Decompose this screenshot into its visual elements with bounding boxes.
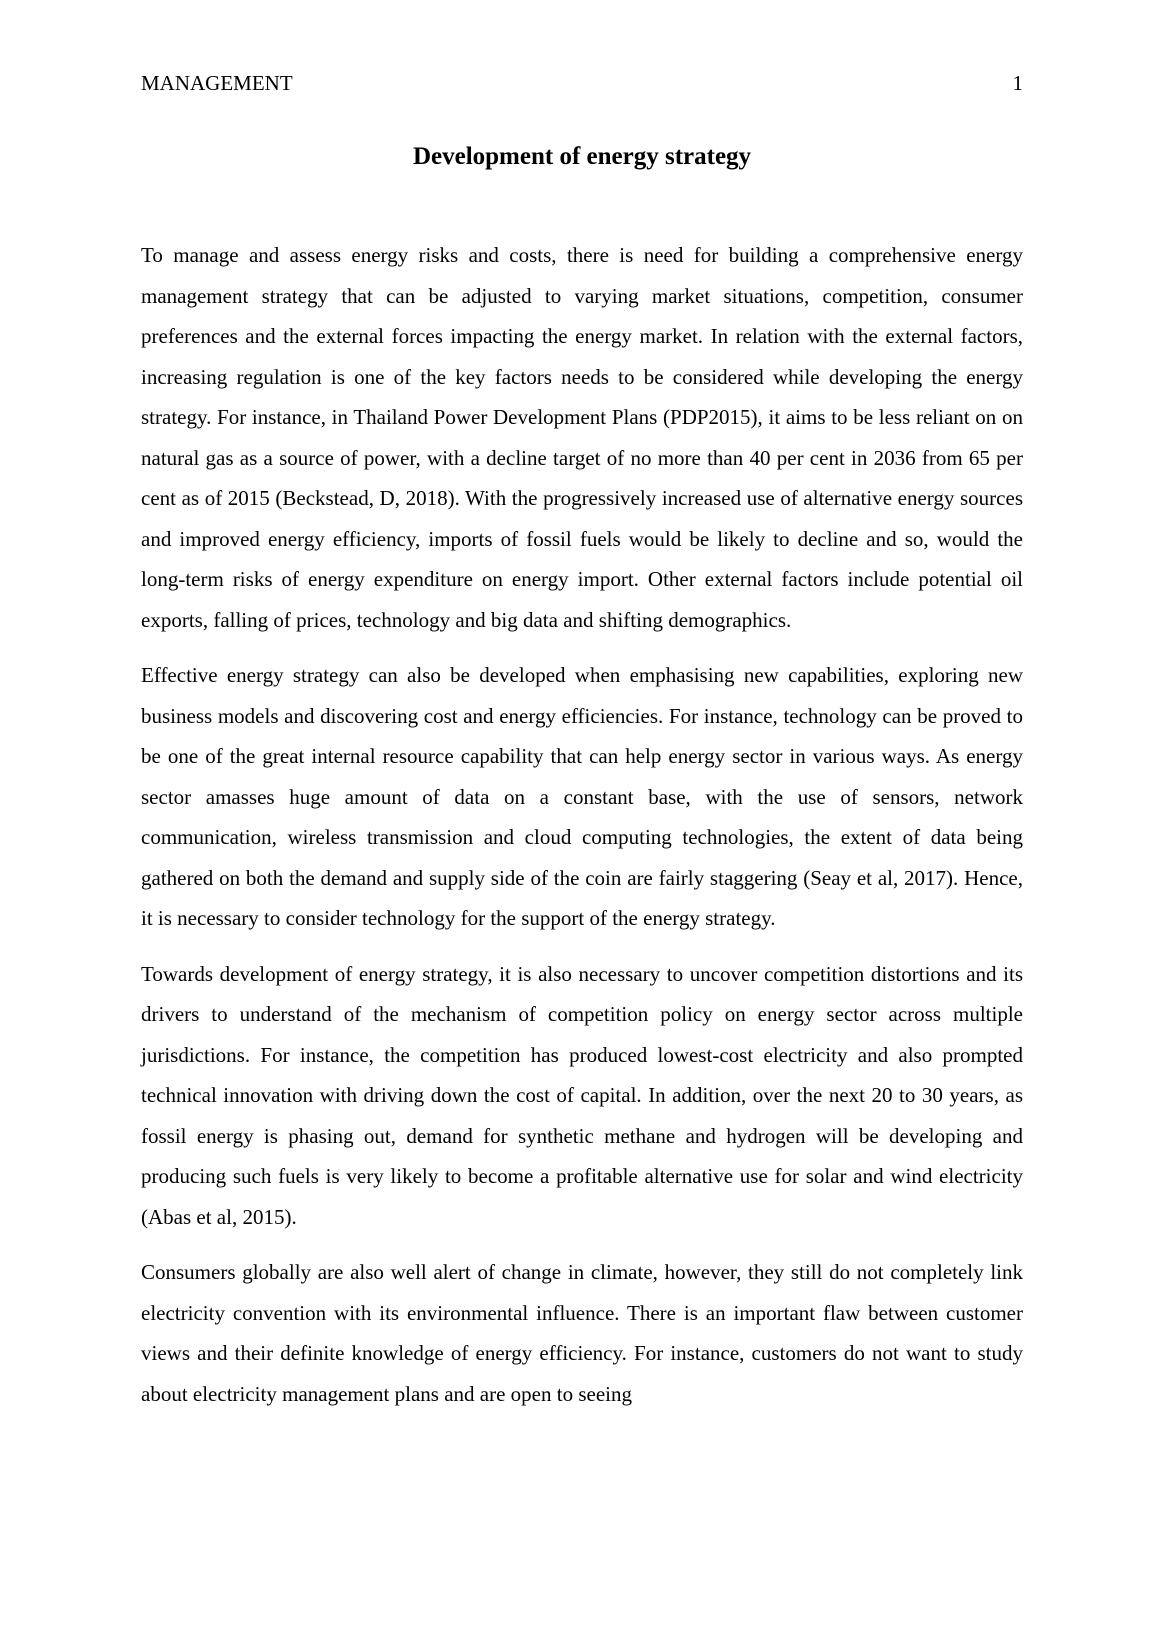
running-title: MANAGEMENT (141, 71, 293, 95)
paragraph-competition: Towards development of energy strategy, it is also necessary to uncover competition distortions and its drivers to understand of the mechanism of competition policy on energy sector across multiple jurisdictions. For instance, the competition has produced lowest-cost electricity and also prompted technical innovation with driving down the cost of capital. In addition, over the next 20 to 30 years, as fossil energy is phasing out, demand for synthetic methane and hydrogen will be developing and producing such fuels is very likely to become a profitable alternative use for solar and wind electricity (Abas et al, 2015). (141, 961, 1023, 1229)
document-title: Development of energy strategy (412, 143, 752, 170)
paragraph-capabilities: Effective energy strategy can also be developed when emphasising new capabilities, exploring new business models and discovering cost and energy efficiencies. For instance, technology can be proved to be one of the great internal resource capability that can help energy sector in various ways. As energy sector amasses huge amount of data on a constant base, with the use of sensors, network communication, wireless transmission and cloud computing technologies, the extent of data being gathered on both the demand and supply side of the coin are fairly staggering (Seay et al, 2017). Hence, it is necessary to consider technology for the support of the energy strategy. (141, 663, 1023, 930)
running-header (141, 68, 1023, 98)
paragraph-consumers: Consumers globally are also well alert of change in climate, however, they still do not completely link electricity convention with its environmental influence. There is an important flaw between customer views and their definite knowledge of energy efficiency. For instance, customers do not want to study about electricity management plans and are open to seeing (141, 1260, 1023, 1406)
document-body (141, 235, 1023, 1429)
page-number: 1 (1012, 71, 1023, 95)
paragraph-regulation: To manage and assess energy risks and costs, there is need for building a comprehensive energy management strategy that can be adjusted to varying market situations, competition, consumer preferences and the external forces impacting the energy market. In relation with the external factors, increasing regulation is one of the key factors needs to be considered while developing the energy strategy. For instance, in Thailand Power Development Plans (PDP2015), it aims to be less reliant on on natural gas as a source of power, with a decline target of no more than 40 per cent in 2036 from 65 per cent as of 2015 (Beckstead, D, 2018). With the progressively increased use of alternative energy sources and improved energy efficiency, imports of fossil fuels would be likely to decline and so, would the long-term risks of energy expenditure on energy import. Other external factors include potential oil exports, falling of prices, technology and big data and shifting demographics. (141, 243, 1023, 632)
